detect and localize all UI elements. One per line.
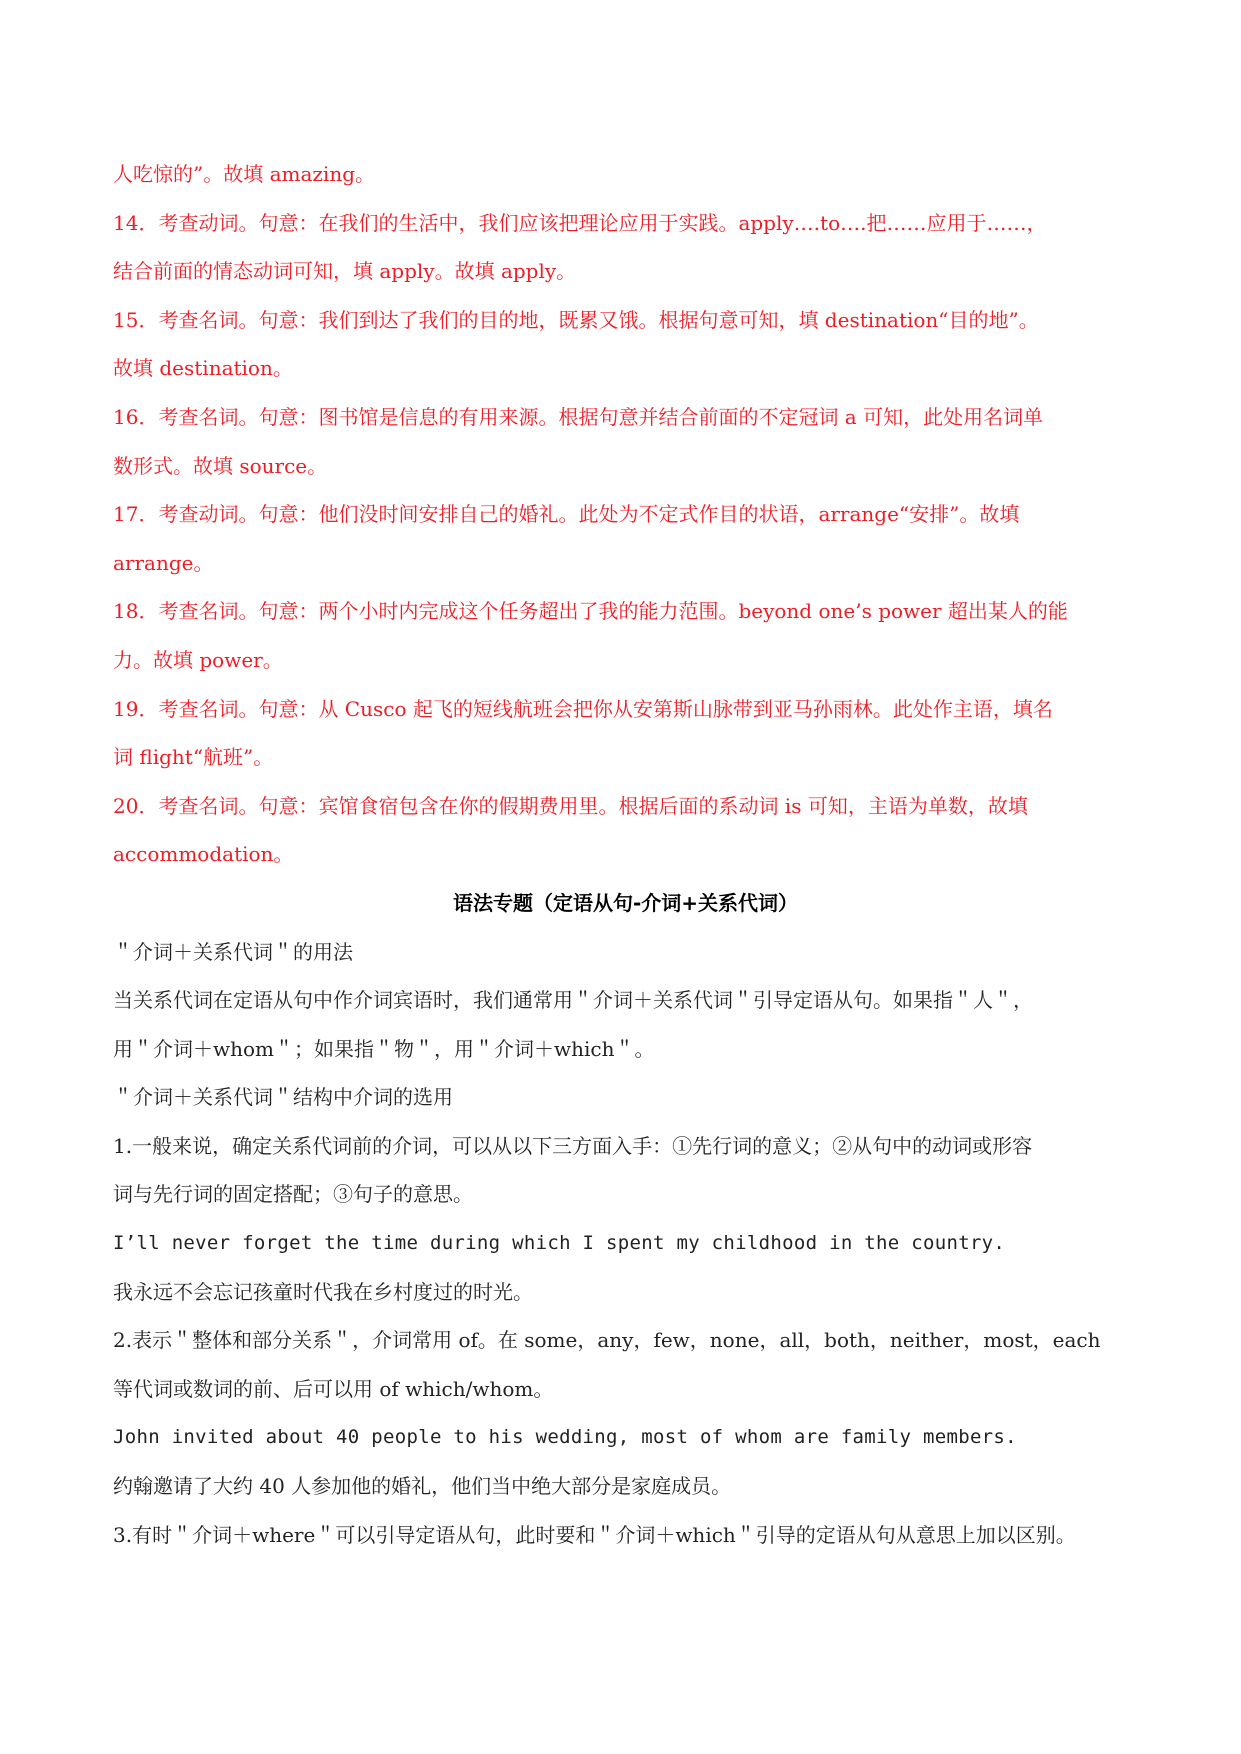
answer-line: 词 flight“航班”。 [113,745,274,770]
answer-line: 人吃惊的”。故填 amazing。 [113,162,376,186]
grammar-line: 3.有时＂介词＋where＂可以引导定语从句，此时要和＂介词＋which＂引导的定语从句从意思上加以区别。 [113,1522,1076,1547]
answer-line: 18．考查名词。句意：两个小时内完成这个任务超出了我的能力范围。beyond one’s power 超出某人的能 [113,599,1068,624]
answer-line: 17．考查动词。句意：他们没时间安排自己的婚礼。此处为不定式作目的状语，arrange“安排”。故填 [113,502,1020,527]
answer-line: 14．考查动词。句意：在我们的生活中，我们应该把理论应用于实践。apply….to….把……应用于……， [113,210,1047,235]
answer-line: 故填 destination。 [113,356,293,381]
page-content [113,150,1138,1559]
answer-line: 19．考查名词。句意：从 Cusco 起飞的短线航班会把你从安第斯山脉带到亚马孙雨林。此处作主语，填名 [113,696,1053,721]
answer-line: arrange。 [113,550,214,575]
grammar-line: 2.表示＂整体和部分关系＂，介词常用 of。在 some，any，few，none，all，both，neither，most，each [113,1328,1101,1353]
answer-line: 16．考查名词。句意：图书馆是信息的有用来源。根据句意并结合前面的不定冠词 a 可知，此处用名词单 [113,404,1044,429]
answer-line: 力。故填 power。 [113,647,283,672]
answer-line: 20．考查名词。句意：宾馆食宿包含在你的假期费用里。根据后面的系动词 is 可知，主语为单数，故填 [113,793,1028,818]
answer-line: 结合前面的情态动词可知，填 apply。故填 apply。 [113,259,577,284]
answer-explanations [113,150,1138,879]
grammar-line: 等代词或数词的前、后可以用 of which/whom。 [113,1376,554,1401]
example-translation: 约翰邀请了大约 40 人参加他的婚礼，他们当中绝大部分是家庭成员。 [113,1474,732,1499]
example-sentence: John invited about 40 people to his wedding, most of whom are family members. [113,1426,1017,1449]
grammar-notes [113,928,1138,1560]
example-translation: 我永远不会忘记孩童时代我在乡村度过的时光。 [113,1279,533,1304]
grammar-line: 词与先行词的固定搭配；③句子的意思。 [113,1182,473,1207]
grammar-line: ＂介词＋关系代词＂结构中介词的选用 [113,1085,453,1110]
grammar-line: 用＂介词＋whom＂；如果指＂物＂，用＂介词＋which＂。 [113,1036,655,1061]
grammar-line: 当关系代词在定语从句中作介词宾语时，我们通常用＂介词＋关系代词＂引导定语从句。如果指＂人＂， [113,988,1033,1013]
answer-line: accommodation。 [113,842,294,867]
answer-line: 数形式。故填 source。 [113,453,328,478]
grammar-line: ＂介词＋关系代词＂的用法 [113,939,353,964]
section-title: 语法专题（定语从句-介词+关系代词） [452,890,799,915]
example-sentence: I’ll never forget the time during which I spent my childhood in the country. [113,1232,1006,1255]
answer-line: 15．考查名词。句意：我们到达了我们的目的地，既累又饿。根据句意可知，填 destination“目的地”。 [113,307,1039,332]
grammar-line: 1.一般来说，确定关系代词前的介词，可以从以下三方面入手：①先行词的意义；②从句中的动词或形容 [113,1133,1033,1158]
